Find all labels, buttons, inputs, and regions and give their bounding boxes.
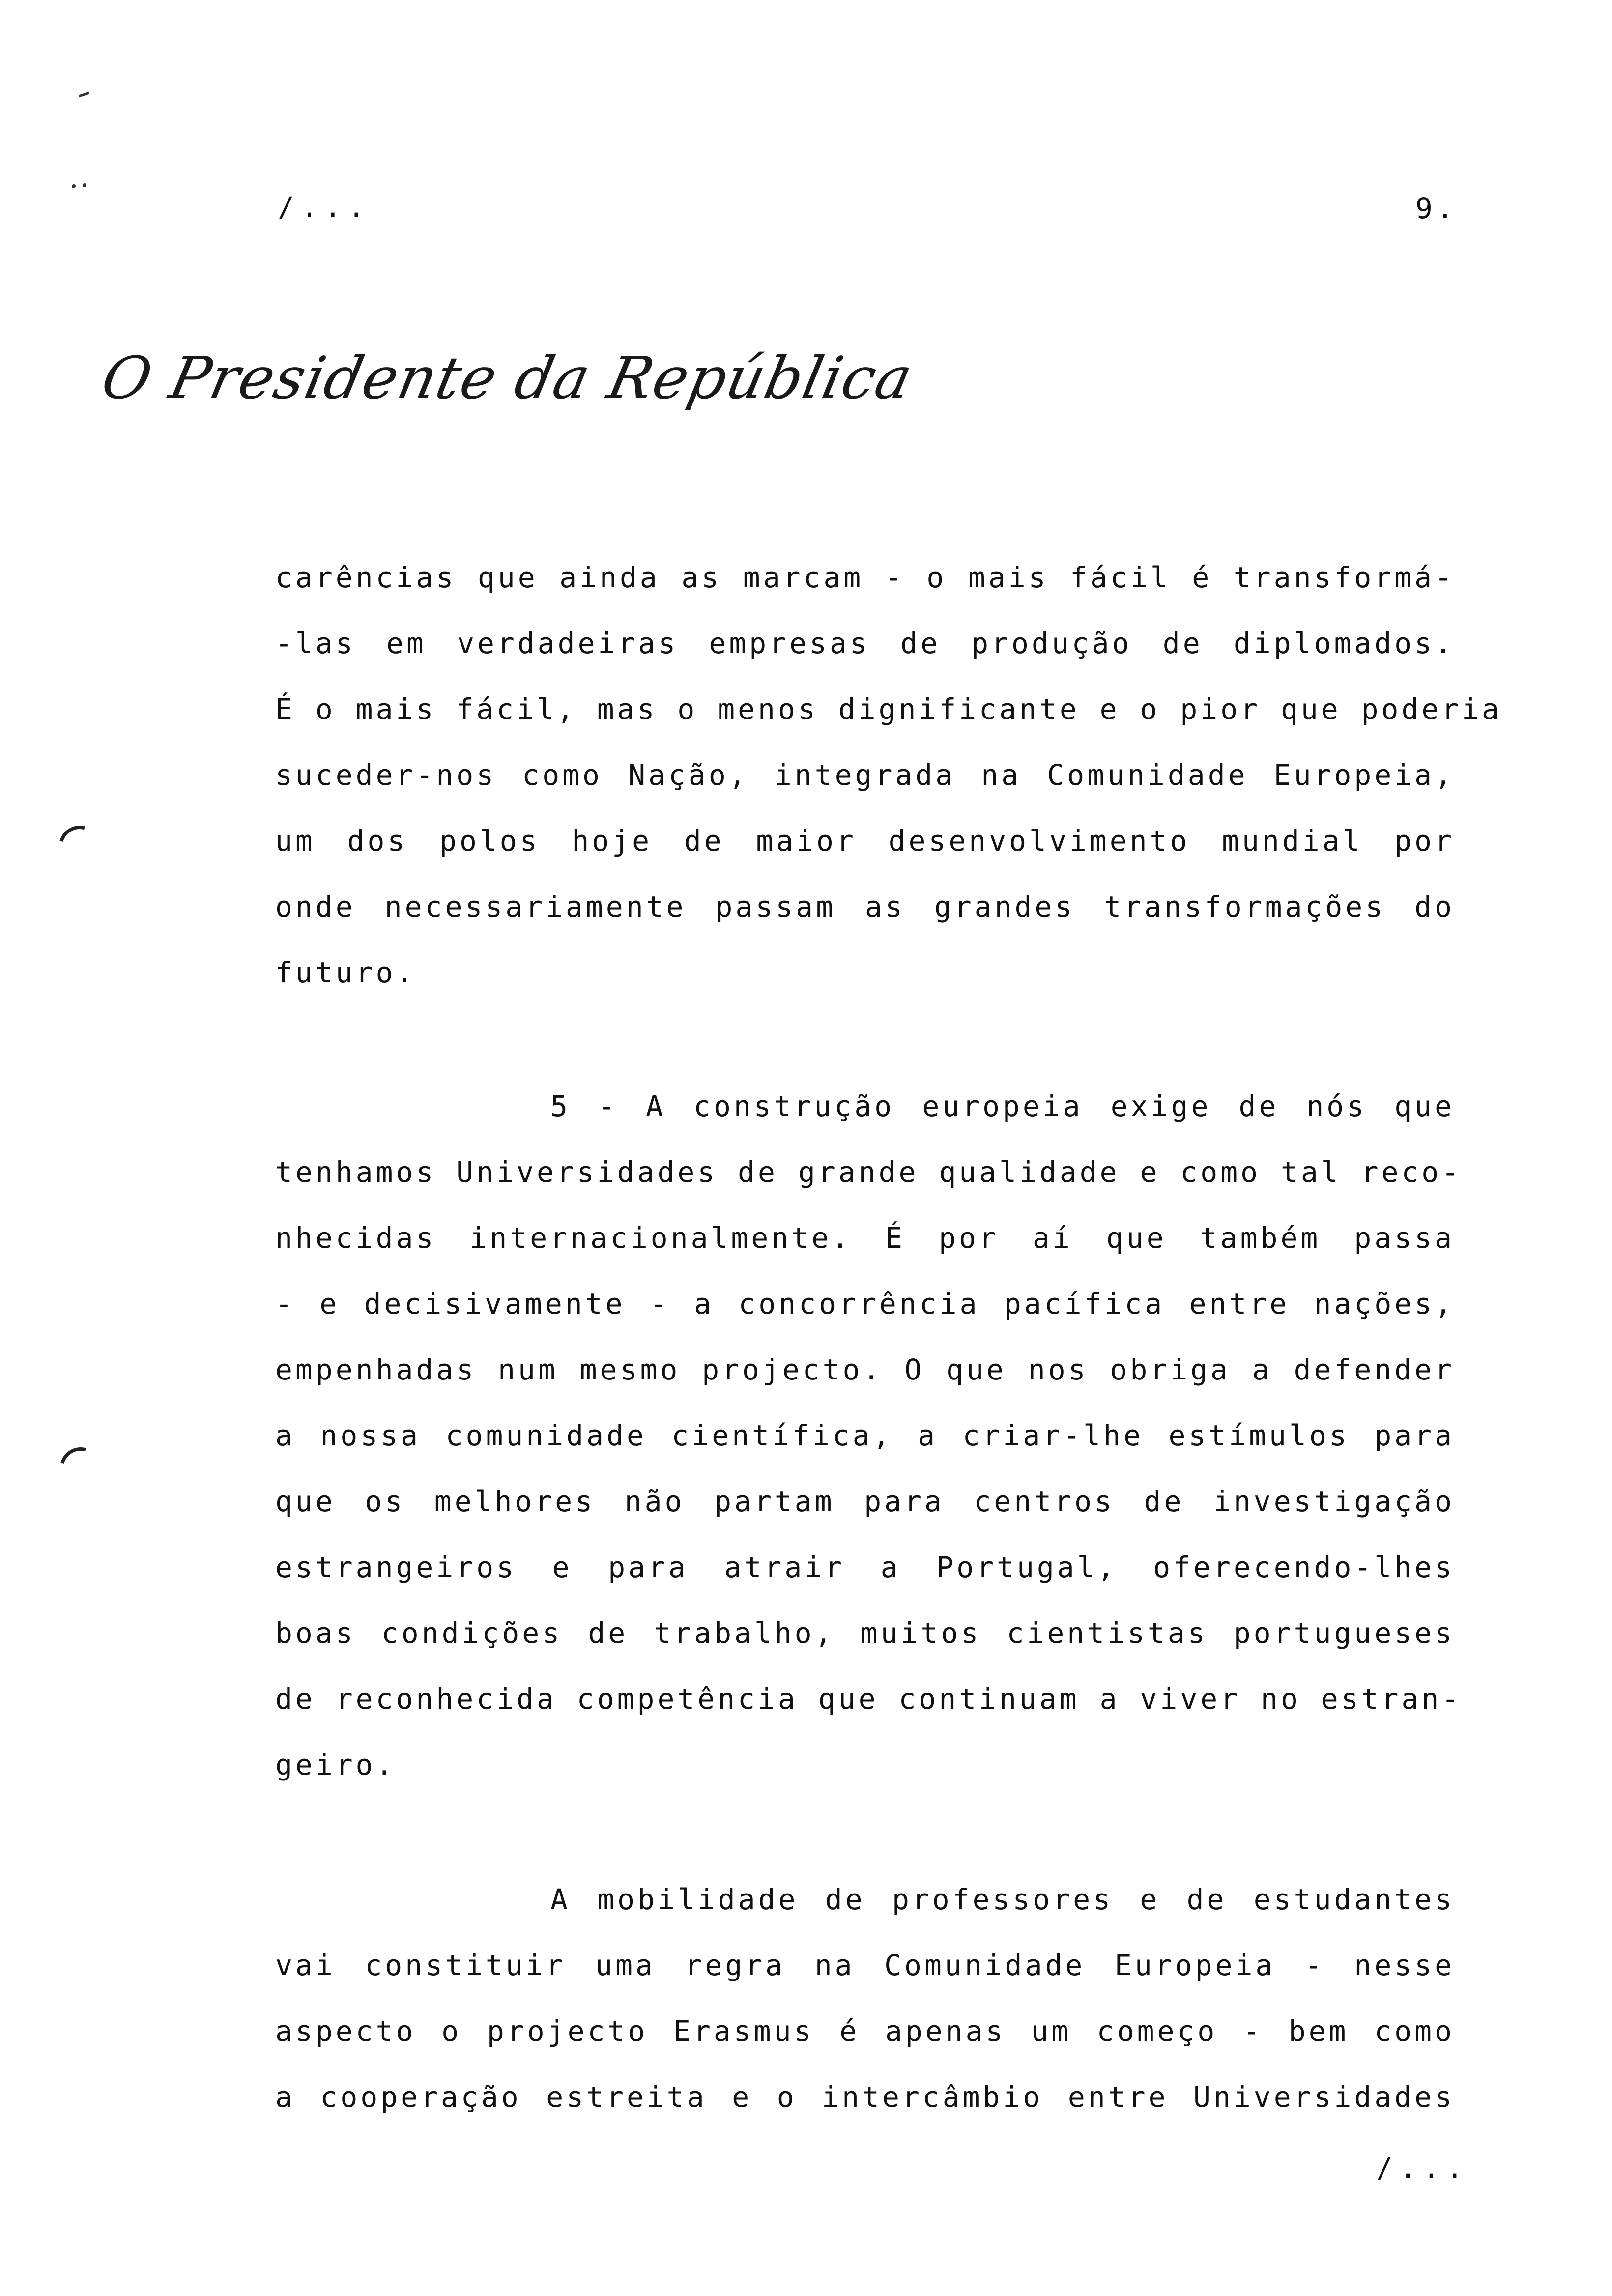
text-line: -las em verdadeiras empresas de produção de diplomados. xyxy=(275,627,1455,660)
text-line: nhecidas internacionalmente. É por aí que também passa xyxy=(275,1221,1455,1255)
text-line: onde necessariamente passam as grandes transformações do xyxy=(275,890,1455,923)
header-continuation-mark: /... xyxy=(278,192,372,224)
text-line: vai constituir uma regra na Comunidade Europeia - nesse xyxy=(275,1949,1455,1982)
text-line: carências que ainda as marcam - o mais fácil é transformá- xyxy=(275,561,1455,594)
text-line: futuro. xyxy=(275,956,416,989)
text-line: aspecto o projecto Erasmus é apenas um começo - bem como xyxy=(275,2014,1455,2048)
text-line: um dos polos hoje de maior desenvolvimento mundial por xyxy=(275,824,1455,858)
text-line: de reconhecida competência que continuam a viver no estran- xyxy=(275,1682,1462,1716)
text-line: estrangeiros e para atrair a Portugal, oferecendo-lhes xyxy=(275,1550,1455,1584)
text-line: É o mais fácil, mas o menos dignificante e o pior que poderia xyxy=(275,692,1502,726)
letterhead-title: O Presidente da República xyxy=(96,344,920,412)
text-line: geiro. xyxy=(275,1748,396,1781)
text-line: 5 - A construção europeia exige de nós que xyxy=(550,1090,1455,1123)
text-line: suceder-nos como Nação, integrada na Comunidade Europeia, xyxy=(275,758,1455,792)
text-line: a nossa comunidade científica, a criar-lhe estímulos para xyxy=(275,1419,1455,1452)
punch-hole-icon xyxy=(53,1440,109,1496)
footer-continuation-mark: /... xyxy=(1376,2152,1470,2184)
text-line: tenhamos Universidades de grande qualidade e como tal reco- xyxy=(275,1155,1462,1189)
text-line: que os melhores não partam para centros de investigação xyxy=(275,1485,1455,1518)
text-line: - e decisivamente - a concorrência pacífica entre nações, xyxy=(275,1287,1455,1320)
text-line: A mobilidade de professores e de estudantes xyxy=(550,1883,1455,1916)
scan-speck xyxy=(72,184,76,188)
scan-speck xyxy=(79,92,89,98)
text-line: a cooperação estreita e o intercâmbio entre Universidades xyxy=(275,2080,1455,2114)
text-line: boas condições de trabalho, muitos cientistas portugueses xyxy=(275,1616,1455,1650)
text-line: empenhadas num mesmo projecto. O que nos obriga a defender xyxy=(275,1353,1455,1386)
scan-speck xyxy=(83,183,86,187)
page-number: 9. xyxy=(1415,192,1458,225)
punch-hole-icon xyxy=(52,818,108,875)
